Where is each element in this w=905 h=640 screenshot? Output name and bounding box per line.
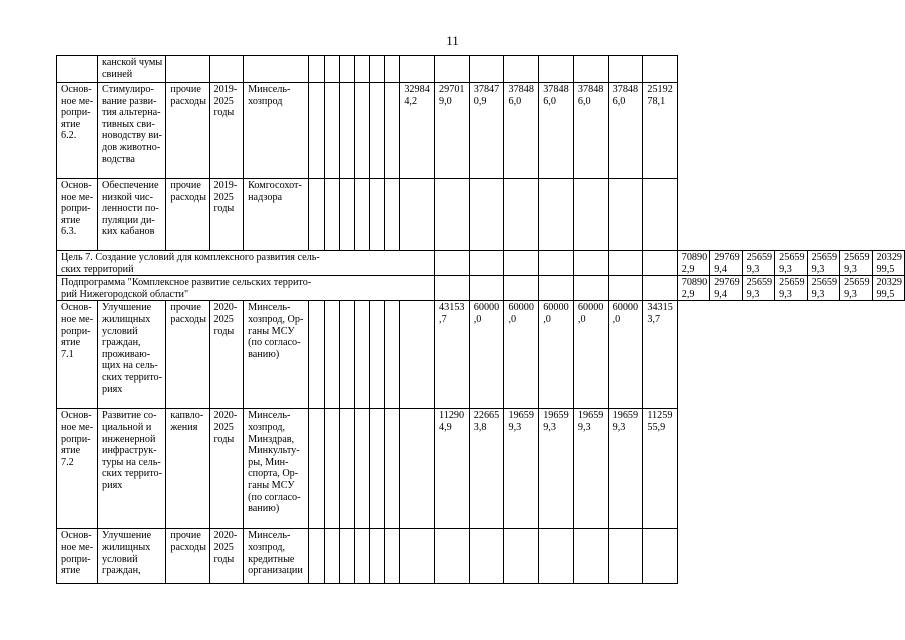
table-cell bbox=[98, 179, 166, 251]
cell-text: 25659 9,3 bbox=[844, 252, 870, 275]
table-cell bbox=[339, 409, 354, 529]
table-cell bbox=[385, 301, 400, 409]
table-cell bbox=[244, 83, 309, 179]
table-cell bbox=[166, 179, 209, 251]
table-cell bbox=[539, 179, 574, 251]
cell-text: Комгосохот- надзора bbox=[248, 180, 302, 203]
cell-text: 22665 3,8 bbox=[473, 410, 500, 433]
table-row-m62 bbox=[57, 83, 905, 179]
table-row-cont bbox=[57, 56, 905, 83]
table-cell bbox=[370, 301, 385, 409]
table-cell bbox=[539, 251, 574, 276]
cell-text: 19659 9,3 bbox=[543, 410, 569, 433]
row-heading bbox=[57, 251, 435, 276]
table-cell bbox=[742, 276, 774, 301]
table-cell bbox=[573, 251, 608, 276]
table-cell bbox=[539, 301, 574, 409]
cell-text: 2019- 2025 годы bbox=[213, 180, 238, 215]
cell-text: 70890 2,9 bbox=[681, 277, 708, 300]
cell-text: 11259 55,9 bbox=[647, 410, 673, 433]
cell-text: 11290 4,9 bbox=[439, 410, 465, 433]
table-cell bbox=[244, 179, 309, 251]
table-cell bbox=[324, 56, 339, 83]
table-cell bbox=[209, 179, 244, 251]
cell-text: прочие расходы bbox=[170, 302, 206, 325]
table-cell bbox=[354, 179, 369, 251]
table-row-m71 bbox=[57, 301, 905, 409]
table-cell bbox=[469, 301, 504, 409]
row-heading bbox=[57, 276, 435, 301]
table-cell bbox=[469, 83, 504, 179]
cell-text: 2020- 2025 годы bbox=[213, 302, 238, 337]
cell-text: 60000 ,0 bbox=[612, 302, 639, 325]
row-heading-text: Цель 7. Создание условий для комплексного развития сель- ских территорий bbox=[61, 252, 320, 275]
table-cell bbox=[385, 83, 400, 179]
table-cell bbox=[339, 83, 354, 179]
table-cell bbox=[435, 529, 470, 584]
table-cell bbox=[400, 179, 435, 251]
table-row-m72 bbox=[57, 409, 905, 529]
cell-text: 37848 6,0 bbox=[612, 84, 639, 107]
table-row-goal7 bbox=[57, 251, 905, 276]
table-cell bbox=[469, 251, 504, 276]
table-cell bbox=[339, 301, 354, 409]
table-cell bbox=[710, 251, 742, 276]
table-cell bbox=[573, 276, 608, 301]
cell-text: Улучшение жилищных условий граждан, проживаю- щих на сель- ских террито- риях bbox=[102, 302, 163, 395]
cell-text: Основ- ное ме- ропри- ятие bbox=[61, 530, 94, 577]
table-cell bbox=[435, 276, 470, 301]
table-cell bbox=[354, 83, 369, 179]
table-cell bbox=[435, 179, 470, 251]
table-cell bbox=[435, 301, 470, 409]
table-cell bbox=[504, 83, 539, 179]
table-cell bbox=[643, 409, 677, 529]
cell-text: 25659 9,3 bbox=[779, 252, 805, 275]
table-row-sub bbox=[57, 276, 905, 301]
table-cell bbox=[504, 56, 539, 83]
table-cell bbox=[872, 251, 904, 276]
table-cell bbox=[57, 301, 98, 409]
cell-text: Минсель- хозпрод, Минздрав, Минкульту- ры, Мин- спорта, Ор- ганы МСУ (по согласо- ванию) bbox=[248, 410, 301, 515]
table-cell bbox=[370, 56, 385, 83]
table-cell bbox=[385, 409, 400, 529]
table-cell bbox=[324, 179, 339, 251]
table-cell bbox=[370, 83, 385, 179]
cell-text: 29701 9,0 bbox=[439, 84, 465, 107]
cell-text: Обеспечение низкой чис- ленности по- пуляции ди- ких кабанов bbox=[102, 180, 159, 238]
cell-text: 25659 9,3 bbox=[779, 277, 805, 300]
table-cell bbox=[400, 56, 435, 83]
budget-table bbox=[56, 55, 905, 584]
table-cell bbox=[643, 301, 677, 409]
cell-text: прочие расходы bbox=[170, 530, 206, 553]
table-cell bbox=[435, 83, 470, 179]
table-cell bbox=[354, 56, 369, 83]
cell-text: 25659 9,3 bbox=[746, 252, 773, 275]
table-cell bbox=[166, 409, 209, 529]
table-cell bbox=[539, 409, 574, 529]
cell-text: канской чумы свиней bbox=[102, 57, 163, 80]
cell-text: 25659 9,3 bbox=[746, 277, 773, 300]
table-cell bbox=[469, 179, 504, 251]
cell-text: 70890 2,9 bbox=[681, 252, 708, 275]
table-cell bbox=[309, 56, 324, 83]
table-cell bbox=[400, 409, 435, 529]
table-cell bbox=[573, 83, 608, 179]
table-cell bbox=[608, 529, 643, 584]
cell-text: 19659 9,3 bbox=[508, 410, 534, 433]
cell-text: 60000 ,0 bbox=[508, 302, 534, 325]
table-cell bbox=[643, 529, 677, 584]
table-cell bbox=[469, 56, 504, 83]
cell-text: капвло- жения bbox=[170, 410, 204, 433]
table-cell bbox=[324, 409, 339, 529]
table-cell bbox=[57, 409, 98, 529]
table-cell bbox=[539, 56, 574, 83]
table-cell bbox=[573, 179, 608, 251]
table-cell bbox=[573, 529, 608, 584]
cell-text: Развитие со- циальной и инженерной инфраструк- туры на сель- ских террито- риях bbox=[102, 410, 163, 491]
cell-text: Основ- ное ме- ропри- ятие 7.1 bbox=[61, 302, 94, 360]
table-cell bbox=[57, 56, 98, 83]
table-cell bbox=[166, 56, 209, 83]
table-cell bbox=[872, 276, 904, 301]
table-cell bbox=[504, 409, 539, 529]
cell-text: 2020- 2025 годы bbox=[213, 410, 238, 445]
table-cell bbox=[244, 56, 309, 83]
table-cell bbox=[209, 56, 244, 83]
table-cell bbox=[539, 529, 574, 584]
table-cell bbox=[339, 179, 354, 251]
cell-text: Улучшение жилищных условий граждан, bbox=[102, 530, 152, 577]
table-cell bbox=[807, 251, 839, 276]
table-cell bbox=[309, 301, 324, 409]
cell-text: 29769 9,4 bbox=[714, 277, 740, 300]
table-cell bbox=[57, 179, 98, 251]
table-cell bbox=[166, 83, 209, 179]
cell-text: 19659 9,3 bbox=[577, 410, 604, 433]
table-cell bbox=[354, 529, 369, 584]
table-cell bbox=[677, 251, 709, 276]
table-cell bbox=[309, 83, 324, 179]
cell-text: Основ- ное ме- ропри- ятие 6.3. bbox=[61, 180, 94, 238]
table-cell bbox=[469, 529, 504, 584]
cell-text: 2019- 2025 годы bbox=[213, 84, 238, 119]
table-cell bbox=[608, 301, 643, 409]
page-number: 11 bbox=[446, 33, 459, 48]
table-cell bbox=[643, 251, 677, 276]
table-cell bbox=[573, 409, 608, 529]
table-cell bbox=[354, 301, 369, 409]
table-cell bbox=[370, 179, 385, 251]
table-cell bbox=[643, 179, 677, 251]
table-cell bbox=[608, 179, 643, 251]
table-cell bbox=[469, 276, 504, 301]
table-cell bbox=[98, 83, 166, 179]
cell-text: Минсель- хозпрод, кредитные организации bbox=[248, 530, 303, 577]
table-cell bbox=[400, 529, 435, 584]
cell-text: 60000 ,0 bbox=[473, 302, 500, 325]
table-cell bbox=[775, 251, 807, 276]
cell-text: 43153 ,7 bbox=[439, 302, 465, 325]
table-cell bbox=[57, 529, 98, 584]
table-cell bbox=[244, 529, 309, 584]
table-cell bbox=[370, 409, 385, 529]
table-cell bbox=[840, 276, 872, 301]
table-cell bbox=[775, 276, 807, 301]
table-cell bbox=[354, 409, 369, 529]
cell-text: 25659 9,3 bbox=[811, 252, 838, 275]
table-cell bbox=[608, 251, 643, 276]
cell-text: 32984 4,2 bbox=[404, 84, 430, 107]
table-cell bbox=[710, 276, 742, 301]
table-cell bbox=[608, 409, 643, 529]
cell-text: 60000 ,0 bbox=[543, 302, 569, 325]
table-cell bbox=[309, 409, 324, 529]
cell-text: 37848 6,0 bbox=[508, 84, 534, 107]
table-cell bbox=[400, 301, 435, 409]
table-cell bbox=[166, 529, 209, 584]
table-cell bbox=[643, 276, 677, 301]
cell-text: 37847 0,9 bbox=[473, 84, 500, 107]
cell-text: 29769 9,4 bbox=[714, 252, 740, 275]
table-cell bbox=[209, 529, 244, 584]
table-cell bbox=[324, 529, 339, 584]
table-cell bbox=[309, 529, 324, 584]
table-cell bbox=[244, 301, 309, 409]
table-cell bbox=[504, 276, 539, 301]
table-cell bbox=[504, 301, 539, 409]
table-cell bbox=[435, 251, 470, 276]
table-cell bbox=[400, 83, 435, 179]
table-cell bbox=[504, 529, 539, 584]
table-cell bbox=[339, 56, 354, 83]
table-cell bbox=[309, 179, 324, 251]
table-cell bbox=[573, 301, 608, 409]
table-cell bbox=[539, 276, 574, 301]
table-cell bbox=[643, 83, 677, 179]
table-cell bbox=[98, 529, 166, 584]
cell-text: 2020- 2025 годы bbox=[213, 530, 238, 565]
table-cell bbox=[385, 56, 400, 83]
cell-text: Основ- ное ме- ропри- ятие 6.2. bbox=[61, 84, 94, 142]
row-heading-text: Подпрограмма "Комплексное развитие сельских террито- рий Нижегородской области" bbox=[61, 277, 312, 300]
cell-text: 19659 9,3 bbox=[612, 410, 639, 433]
table-cell bbox=[504, 251, 539, 276]
table-cell bbox=[435, 409, 470, 529]
table-cell bbox=[677, 276, 709, 301]
cell-text: Минсель- хозпрод bbox=[248, 84, 291, 107]
table-cell bbox=[840, 251, 872, 276]
cell-text: 20329 99,5 bbox=[876, 252, 902, 275]
cell-text: 37848 6,0 bbox=[543, 84, 569, 107]
table-cell bbox=[608, 56, 643, 83]
table-row-m63 bbox=[57, 179, 905, 251]
table-cell bbox=[469, 409, 504, 529]
table-cell bbox=[209, 83, 244, 179]
cell-text: прочие расходы bbox=[170, 180, 206, 203]
table-cell bbox=[244, 409, 309, 529]
table-cell bbox=[98, 301, 166, 409]
cell-text: 25192 78,1 bbox=[647, 84, 673, 107]
cell-text: 34315 3,7 bbox=[647, 302, 673, 325]
table-cell bbox=[209, 409, 244, 529]
table-cell bbox=[98, 409, 166, 529]
cell-text: 60000 ,0 bbox=[577, 302, 604, 325]
table-cell bbox=[573, 56, 608, 83]
table-row-m73 bbox=[57, 529, 905, 584]
cell-text: 37848 6,0 bbox=[577, 84, 604, 107]
table-cell bbox=[98, 56, 166, 83]
table-cell bbox=[166, 301, 209, 409]
cell-text: Основ- ное ме- ропри- ятие 7.2 bbox=[61, 410, 94, 468]
table-cell bbox=[643, 56, 677, 83]
cell-text: 20329 99,5 bbox=[876, 277, 902, 300]
table-cell bbox=[370, 529, 385, 584]
table-cell bbox=[608, 83, 643, 179]
table-cell bbox=[807, 276, 839, 301]
table-cell bbox=[539, 83, 574, 179]
cell-text: прочие расходы bbox=[170, 84, 206, 107]
table-cell bbox=[339, 529, 354, 584]
table-cell bbox=[57, 83, 98, 179]
table-cell bbox=[385, 529, 400, 584]
table-cell bbox=[324, 301, 339, 409]
table-cell bbox=[504, 179, 539, 251]
table-cell bbox=[435, 56, 470, 83]
table-cell bbox=[209, 301, 244, 409]
cell-text: 25659 9,3 bbox=[811, 277, 838, 300]
table-cell bbox=[385, 179, 400, 251]
table-cell bbox=[608, 276, 643, 301]
cell-text: Минсель- хозпрод, Ор- ганы МСУ (по согласо- ванию) bbox=[248, 302, 304, 360]
table-cell bbox=[742, 251, 774, 276]
cell-text: 25659 9,3 bbox=[844, 277, 870, 300]
table-cell bbox=[324, 83, 339, 179]
cell-text: Стимулиро- вание разви- тия альтерна- тивных сви- новодству ви- дов животно- водства bbox=[102, 84, 163, 165]
